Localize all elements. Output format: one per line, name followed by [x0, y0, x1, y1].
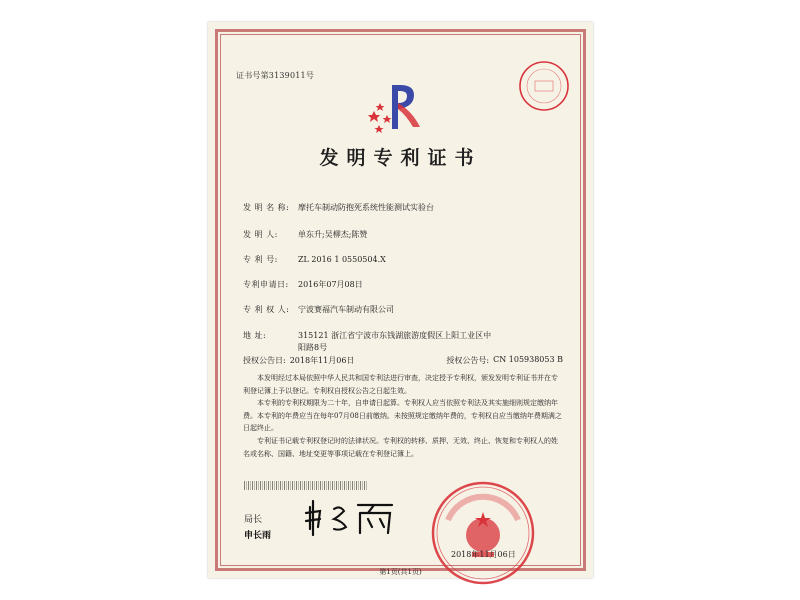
issue-date: 2018年11月06日 — [451, 550, 516, 559]
field-label: 专 利 号: — [243, 255, 278, 264]
barcode — [244, 481, 368, 490]
field-patent-number — [243, 254, 386, 266]
patent-office-logo-icon — [366, 77, 426, 135]
field-label: 专 利 权 人: — [243, 305, 290, 314]
field-invention-name — [243, 202, 434, 214]
signatory-title: 局长 — [244, 515, 263, 525]
field-label: 专利申请日: — [243, 280, 289, 289]
paragraph: 本专利的专利权期限为二十年，自申请日起算。专利权人应当依照专利法及其实施细则规定缴纳年费。本专利的年费应当在每年07月08日前缴纳。未按照规定缴纳年费的，专利权自应当缴纳年费期满之日起终止。 — [243, 399, 562, 433]
top-seal-icon — [518, 60, 570, 112]
field-value: 摩托车制动防抱死系统性能测试实验台 — [298, 203, 434, 212]
field-value: 单东升;吴柳杰;陈赞 — [298, 230, 368, 239]
field-address — [243, 330, 498, 354]
paragraph: 专利证书记载专利权登记时的法律状况。专利权的转移、质押、无效、终止、恢复和专利权人的姓名或名称、国籍、地址变更等事项记载在专利登记簿上。 — [243, 436, 558, 458]
publication-date — [243, 355, 354, 366]
field-value: ZL 2016 1 0550504.X — [298, 255, 386, 264]
publication-row — [243, 355, 563, 366]
field-patentee — [243, 304, 394, 316]
field-inventors — [243, 229, 367, 241]
publication-number-label: 授权公告号: — [446, 356, 490, 365]
certificate-title: 发明专利证书 — [319, 147, 482, 169]
field-value: 宁波赛福汽车制动有限公司 — [298, 305, 394, 314]
certificate-number: 证书号第3139011号 — [236, 71, 315, 80]
publication-number — [446, 355, 563, 366]
certificate-page — [208, 22, 593, 578]
publication-date-label: 授权公告日: — [243, 356, 286, 365]
field-value: 2016年07月08日 — [298, 280, 363, 289]
paragraph: 本发明经过本局依照中华人民共和国专利法进行审查，决定授予专利权，颁发发明专利证书并在专利登记簿上予以登记。专利权自授权公告之日起生效。 — [243, 374, 558, 395]
publication-date-value: 2018年11月06日 — [289, 356, 355, 365]
signature-icon — [304, 497, 404, 537]
certificate-body-text — [243, 372, 563, 460]
field-label: 地 址: — [243, 331, 267, 340]
field-label: 发 明 名 称: — [243, 203, 290, 212]
page-number: 第1页(共1页) — [379, 568, 422, 576]
field-value: 315121 浙江省宁波市东钱湖旅游度假区上阳工业区中阳路8号 — [298, 331, 492, 352]
signatory-name: 申长雨 — [244, 531, 272, 541]
field-label: 发 明 人: — [243, 230, 278, 239]
publication-number-value: CN 105938053 B — [493, 355, 563, 364]
field-filing-date — [243, 279, 363, 291]
